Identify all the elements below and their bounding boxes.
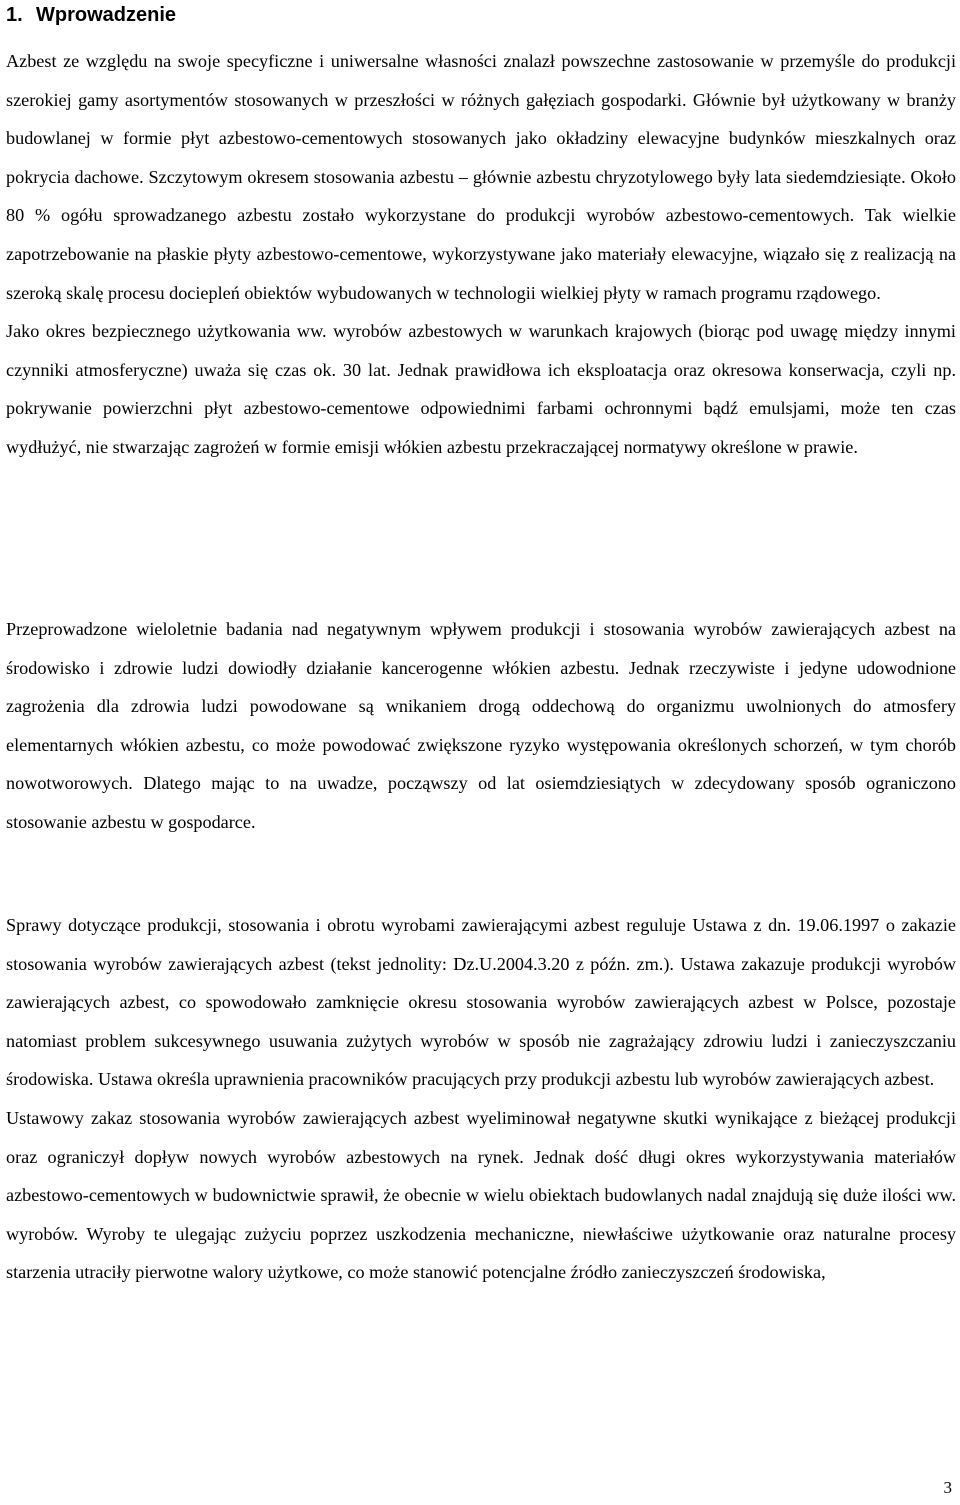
paragraph: Ustawowy zakaz stosowania wyrobów zawierających azbest wyeliminował negatywne skutki wynikające z bieżącej produkcji oraz ograniczył dopływ nowych wyrobów azbestowych na rynek. Jednak dość długi okres wykorzystywania materiałów azbestowo-cementowych w budownictwie sprawił, że obecnie w wielu obiektach budowlanych nadal znajdują się duże ilości ww. wyrobów. Wyroby te ulegając zużyciu poprzez uszkodzenia mechaniczne, niewłaściwe użytkowanie oraz naturalne procesy starzenia utraciły pierwotne walory użytkowe, co może stanowić potencjalne źródło zanieczyszczeń środowiska, xyxy=(6,1107,956,1283)
document-page xyxy=(6,0,956,1283)
section-heading xyxy=(6,0,956,28)
paragraph: Azbest ze względu na swoje specyficzne i uniwersalne własności znalazł powszechne zastosowanie w przemyśle do produkcji szerokiej gamy asortymentów stosowanych w przeszłości w różnych gałęziach gospodarki. Głównie był użytkowany w branży budowlanej w formie płyt azbestowo-cementowych stosowanych jako okładziny elewacyjne budynków mieszkalnych oraz pokrycia dachowe. Szczytowym okresem stosowania azbestu – głównie azbestu chryzotylowego były lata siedemdziesiąte. Około 80 % ogółu sprowadzanego azbestu zostało wykorzystane do produkcji wyrobów azbestowo-cementowych. Tak wielkie zapotrzebowanie na płaskie płyty azbestowo-cementowe, wykorzystywane jako materiały elewacyjne, wiązało się z realizacją na szeroką skalę procesu dociepleń obiektów wybudowanych w technologii wielkiej płyty w ramach programu rządowego. xyxy=(6,51,956,303)
paragraph: Przeprowadzone wieloletnie badania nad negatywnym wpływem produkcji i stosowania wyrobów zawierających azbest na środowisko i zdrowie ludzi dowiodły działanie kancerogenne włókien azbestu. Jednak rzeczywiste i jedyne udowodnione zagrożenia dla zdrowia ludzi powodowane są wnikaniem drogą oddechową do organizmu uwolnionych do atmosfery elementarnych włókien azbestu, co może powodować zwiększone ryzyko występowania określonych schorzeń, w tym chorób nowotworowych. Dlatego mając to na uwadze, począwszy od lat osiemdziesiątych w zdecydowany sposób ograniczono stosowanie azbestu w gospodarce. xyxy=(6,619,956,832)
text-block-2 xyxy=(6,610,956,842)
text-block-3 xyxy=(6,906,956,1292)
section-number: 1. xyxy=(6,4,23,26)
text-block-1 xyxy=(6,42,956,467)
paragraph: Sprawy dotyczące produkcji, stosowania i obrotu wyrobami zawierającymi azbest reguluje Ustawa z dn. 19.06.1997 o zakazie stosowania wyrobów zawierających azbest (tekst jednolity: Dz.U.2004.3.20 z późn. zm.). Ustawa zakazuje produkcji wyrobów zawierających azbest, co spowodowało zamknięcie okresu stosowania wyrobów zawierających azbest w Polsce, pozostaje natomiast problem sukcesywnego usuwania zużytych wyrobów w sposób nie zagrażający zdrowiu ludzi i zanieczyszczaniu środowiska. Ustawa określa uprawnienia pracowników pracujących przy produkcji azbestu lub wyrobów zawierających azbest. xyxy=(6,915,956,1090)
section-title: Wprowadzenie xyxy=(36,4,177,26)
paragraph: Jako okres bezpiecznego użytkowania ww. wyrobów azbestowych w warunkach krajowych (biorąc pod uwagę między innymi czynniki atmosferyczne) uważa się czas ok. 30 lat. Jednak prawidłowa ich eksploatacja oraz okresowa konserwacja, czyli np. pokrywanie powierzchni płyt azbestowo-cementowe odpowiednimi farbami ochronnymi bądź emulsjami, może ten czas wydłużyć, nie stwarzając zagrożeń w formie emisji włókien azbestu przekraczającej normatywy określone w prawie. xyxy=(6,321,956,457)
page-number: 3 xyxy=(943,1478,952,1497)
